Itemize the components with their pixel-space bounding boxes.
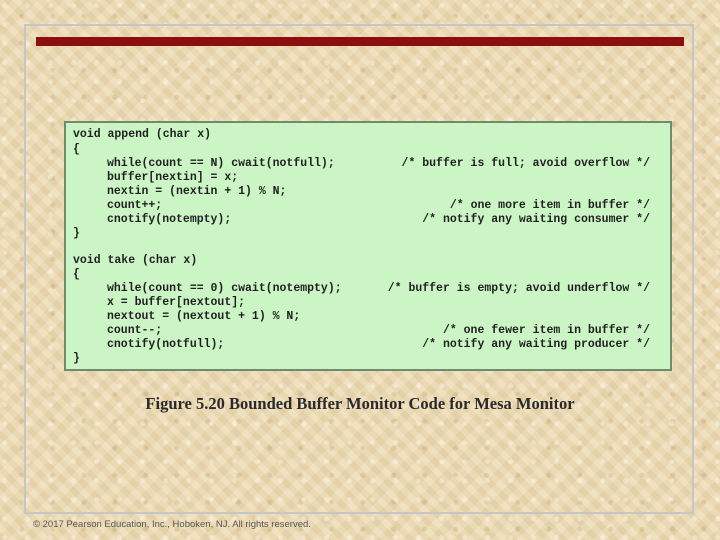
- code-text: cnotify(notempty);: [107, 213, 232, 226]
- code-comment: /* one more item in buffer */: [449, 199, 650, 212]
- code-line: [66, 157, 670, 171]
- code-text: {: [73, 268, 80, 281]
- code-text: x = buffer[nextout];: [107, 296, 246, 309]
- code-listing: [64, 121, 672, 371]
- code-text: }: [73, 227, 80, 240]
- title-accent-bar: [36, 37, 684, 46]
- code-text: void append (char x): [73, 128, 212, 141]
- code-text: count++;: [107, 199, 163, 212]
- code-text: cnotify(notfull);: [107, 338, 225, 351]
- code-text: void take (char x): [73, 254, 198, 267]
- code-line: [66, 143, 670, 157]
- figure-caption: Figure 5.20 Bounded Buffer Monitor Code for Mesa Monitor: [145, 394, 575, 413]
- code-text: }: [73, 352, 80, 365]
- code-text: while(count == N) cwait(notfull);: [107, 157, 335, 170]
- code-line: [66, 227, 670, 241]
- code-line: [66, 199, 670, 213]
- code-line: [66, 128, 670, 142]
- code-line: [66, 310, 670, 324]
- code-comment: /* buffer is full; avoid overflow */: [401, 157, 650, 170]
- code-comment: /* one fewer item in buffer */: [442, 324, 650, 337]
- code-text: while(count == 0) cwait(notempty);: [107, 282, 342, 295]
- code-line: [66, 296, 670, 310]
- code-line: [66, 268, 670, 282]
- code-comment: /* buffer is empty; avoid underflow */: [387, 282, 650, 295]
- code-text: nextout = (nextout + 1) % N;: [107, 310, 301, 323]
- code-text: count--;: [107, 324, 163, 337]
- code-line: [66, 213, 670, 227]
- code-text: buffer[nextin] = x;: [107, 171, 239, 184]
- code-comment: /* notify any waiting consumer */: [422, 213, 650, 226]
- code-line: [66, 338, 670, 352]
- code-comment: /* notify any waiting producer */: [422, 338, 650, 351]
- code-text: {: [73, 143, 80, 156]
- code-line: [66, 254, 670, 268]
- code-line: [66, 282, 670, 296]
- code-text: nextin = (nextin + 1) % N;: [107, 185, 287, 198]
- code-line: [66, 324, 670, 338]
- copyright-footer: © 2017 Pearson Education, Inc., Hoboken, NJ. All rights reserved.: [33, 519, 311, 530]
- code-line: [66, 171, 670, 185]
- code-line: [66, 352, 670, 366]
- code-line: [66, 185, 670, 199]
